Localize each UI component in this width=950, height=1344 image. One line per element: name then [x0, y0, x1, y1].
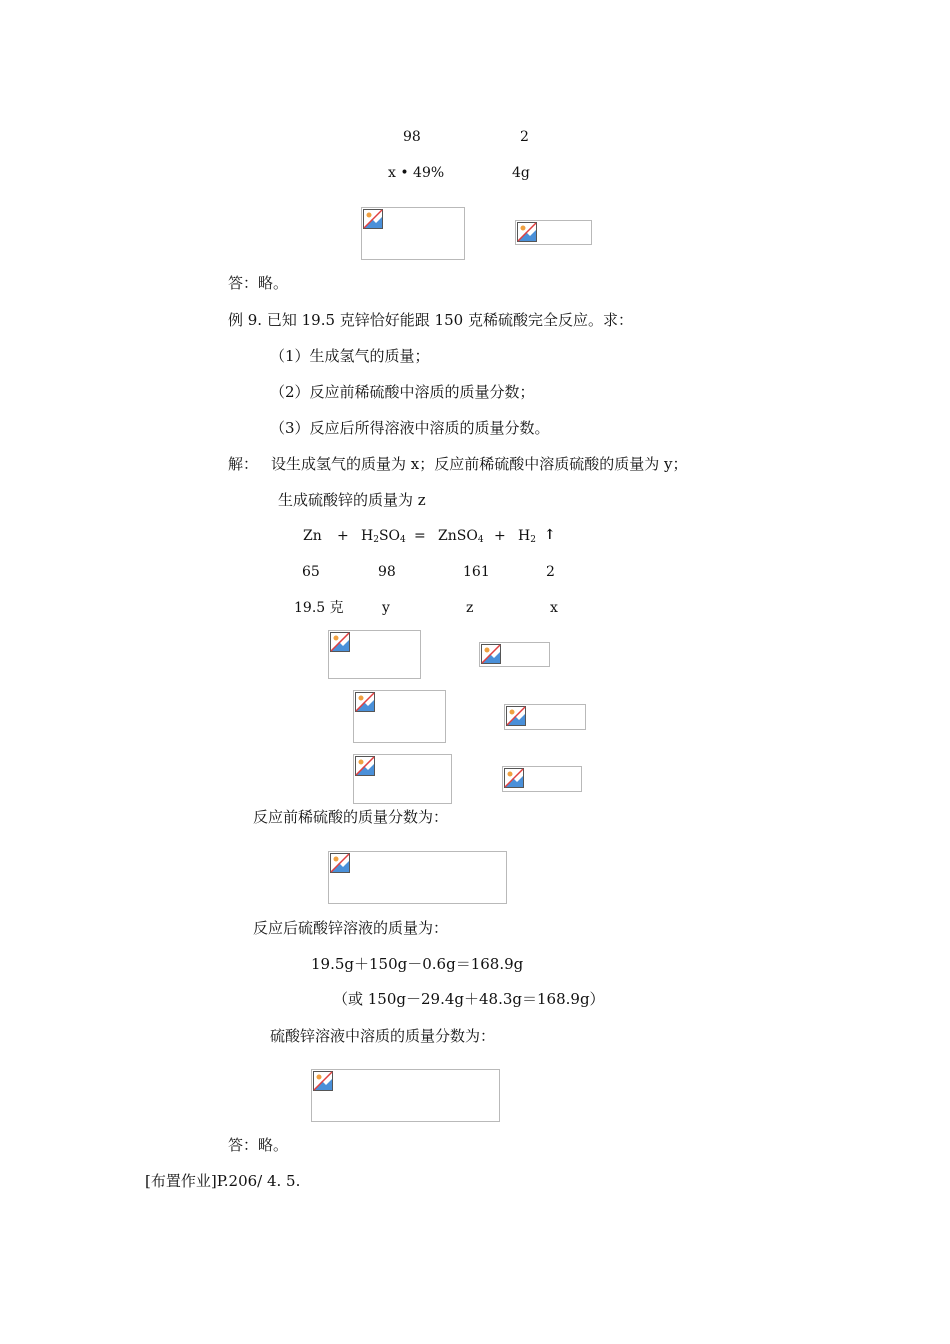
broken-image-icon: [504, 768, 524, 788]
after-mass-label: 反应后硫酸锌溶液的质量为：: [253, 919, 449, 937]
broken-image: [353, 754, 452, 804]
equals-sign: =: [414, 528, 426, 544]
gas-arrow-icon: ↑: [544, 527, 556, 543]
broken-image: [515, 220, 592, 245]
broken-image-icon: [330, 853, 350, 873]
after-fraction-label: 硫酸锌溶液中溶质的质量分数为：: [270, 1027, 496, 1045]
molar-mass-znso4: 161: [463, 564, 490, 580]
molar-mass-h2so4: 98: [378, 564, 396, 580]
calc1-mass-2: 2: [520, 129, 529, 145]
calc1-mass-98: 98: [403, 129, 421, 145]
broken-image: [502, 766, 582, 792]
question-3: （3）反应后所得溶液中溶质的质量分数。: [270, 419, 550, 437]
broken-image-icon: [481, 644, 501, 664]
question-1: （1）生成氢气的质量；: [270, 347, 430, 365]
molar-mass-h2: 2: [546, 564, 555, 580]
broken-image: [504, 704, 586, 730]
example-title: 例 9. 已知 19.5 克锌恰好能跟 150 克稀硫酸完全反应。求：: [228, 311, 633, 329]
unknown-y: y: [382, 600, 390, 616]
calc1-x-49-percent: x • 49%: [388, 165, 445, 181]
formula-zn: Zn: [303, 528, 322, 544]
broken-image-icon: [355, 756, 375, 776]
unknown-x: x: [550, 600, 558, 616]
solution-setup-1: 设生成氢气的质量为 x；反应前稀硫酸中溶质硫酸的质量为 y；: [271, 455, 688, 473]
before-fraction-label: 反应前稀硫酸的质量分数为：: [253, 808, 449, 826]
solution-setup-2: 生成硫酸锌的质量为 z: [278, 491, 426, 509]
formula-znso4: ZnSO$_4$: [438, 528, 484, 545]
broken-image: [479, 642, 550, 667]
broken-image-icon: [517, 222, 537, 242]
solution-label: 解：: [228, 455, 259, 473]
broken-image-icon: [506, 706, 526, 726]
plus-sign: +: [337, 528, 349, 544]
formula-h2so4: $H_2SO_4$: [361, 528, 406, 545]
broken-image: [328, 630, 421, 679]
broken-image-icon: [363, 209, 383, 229]
answer-omitted: 答：略。: [228, 274, 289, 292]
calc1-4g: 4g: [512, 165, 530, 181]
broken-image: [353, 690, 446, 743]
broken-image-icon: [330, 632, 350, 652]
plus-sign: +: [494, 528, 506, 544]
after-mass-alt-calc: （或 150g－29.4g＋48.3g＝168.9g）: [333, 990, 605, 1008]
broken-image: [311, 1069, 500, 1122]
answer-omitted: 答：略。: [228, 1136, 289, 1154]
broken-image: [361, 207, 465, 260]
broken-image-icon: [313, 1071, 333, 1091]
homework-assignment: [布置作业]P.206/ 4. 5.: [145, 1172, 301, 1190]
broken-image: [328, 851, 507, 904]
unknown-z: z: [466, 600, 474, 616]
question-2: （2）反应前稀硫酸中溶质的质量分数；: [270, 383, 535, 401]
formula-h2: $H_2$: [518, 528, 536, 545]
given-zn-mass: 19.5 克: [294, 600, 344, 616]
molar-mass-zn: 65: [302, 564, 320, 580]
after-mass-calc: 19.5g＋150g－0.6g＝168.9g: [311, 955, 524, 973]
broken-image-icon: [355, 692, 375, 712]
